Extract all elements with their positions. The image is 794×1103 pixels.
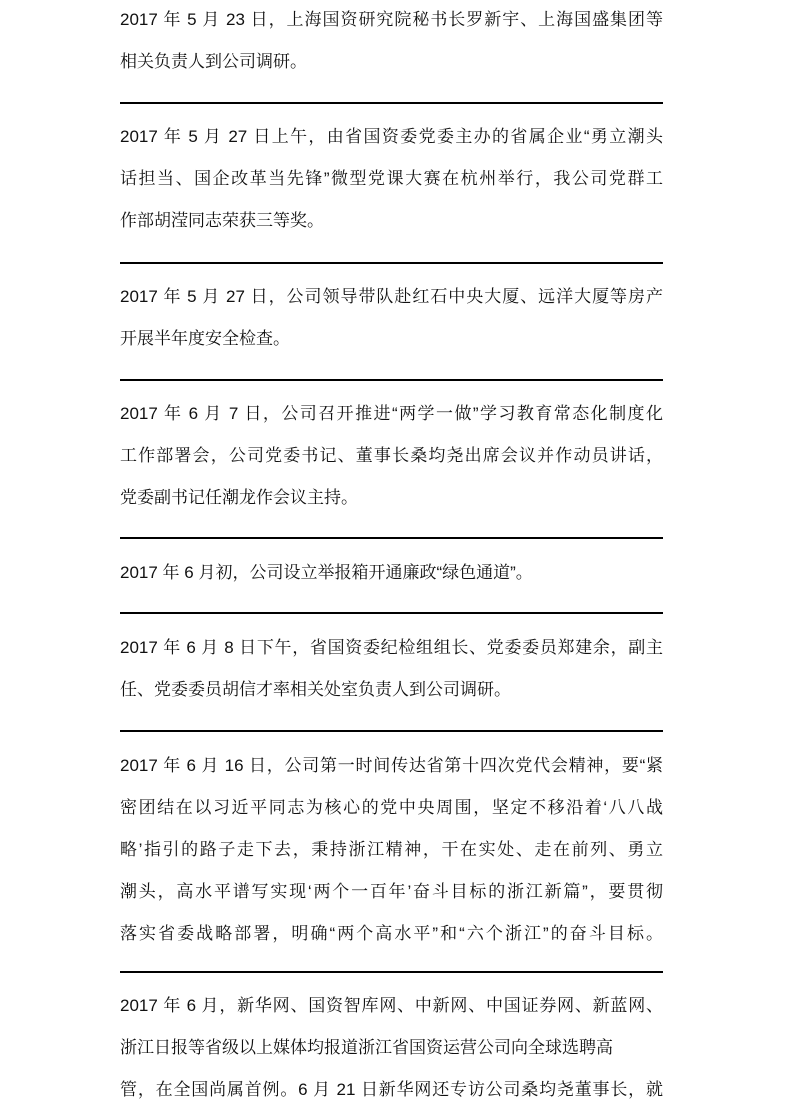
entry-text-line: 开展半年度安全检查。	[120, 329, 290, 348]
entry-text-line: 密团结在以习近平同志为核心的党中央周围，坚定不移沿着‘八八战	[120, 798, 663, 817]
divider	[120, 971, 663, 973]
entry-text-line: 2017 年 6 月，新华网、国资智库网、中新网、中国证券网、新蓝网、	[120, 996, 663, 1015]
entry-text-line: 浙江日报等省级以上媒体均报道浙江省国资运营公司向全球选聘高	[120, 1038, 613, 1057]
entry-text-line: 党委副书记任潮龙作会议主持。	[120, 488, 358, 507]
divider	[120, 379, 663, 381]
entry-text-line: 相关负责人到公司调研。	[120, 52, 307, 71]
entry-text-line: 管，在全国尚属首例。6 月 21 日新华网还专访公司桑均尧董事长，就	[120, 1080, 663, 1099]
divider	[120, 262, 663, 264]
entry-text-line: 2017 年 6 月 8 日下午，省国资委纪检组组长、党委委员郑建余，副主	[120, 638, 663, 657]
entry-text-line: 略’指引的路子走下去，秉持浙江精神，干在实处、走在前列、勇立	[120, 840, 663, 859]
divider	[120, 537, 663, 539]
divider	[120, 102, 663, 104]
entry-text-line: 工作部署会，公司党委书记、董事长桑均尧出席会议并作动员讲话，	[120, 446, 663, 465]
divider	[120, 612, 663, 614]
entry-text-line: 话担当、国企改革当先锋”微型党课大赛在杭州举行，我公司党群工	[120, 169, 663, 188]
entry-text-line: 2017 年 6 月初，公司设立举报箱开通廉政“绿色通道”。	[120, 563, 533, 582]
entry-text-line: 2017 年 5 月 27 日，公司领导带队赴红石中央大厦、远洋大厦等房产	[120, 287, 663, 306]
entry-text-line: 2017 年 5 月 27 日上午，由省国资委党委主办的省属企业“勇立潮头	[120, 127, 663, 146]
divider	[120, 730, 663, 732]
entry-text-line: 潮头，高水平谱写实现‘两个一百年’奋斗目标的浙江新篇”，要贯彻	[120, 882, 663, 901]
entry-text-line: 落实省委战略部署，明确“两个高水平”和“六个浙江”的奋斗目标。	[120, 924, 663, 943]
entry-text-line: 作部胡滢同志荣获三等奖。	[120, 211, 324, 230]
entry-text-line: 2017 年 6 月 16 日，公司第一时间传达省第十四次党代会精神，要“紧	[120, 756, 663, 775]
entry-text-line: 任、党委委员胡信才率相关处室负责人到公司调研。	[120, 680, 511, 699]
entry-text-line: 2017 年 6 月 7 日，公司召开推进“两学一做”学习教育常态化制度化	[120, 404, 663, 423]
entry-text-line: 2017 年 5 月 23 日，上海国资研究院秘书长罗新宇、上海国盛集团等	[120, 10, 663, 29]
